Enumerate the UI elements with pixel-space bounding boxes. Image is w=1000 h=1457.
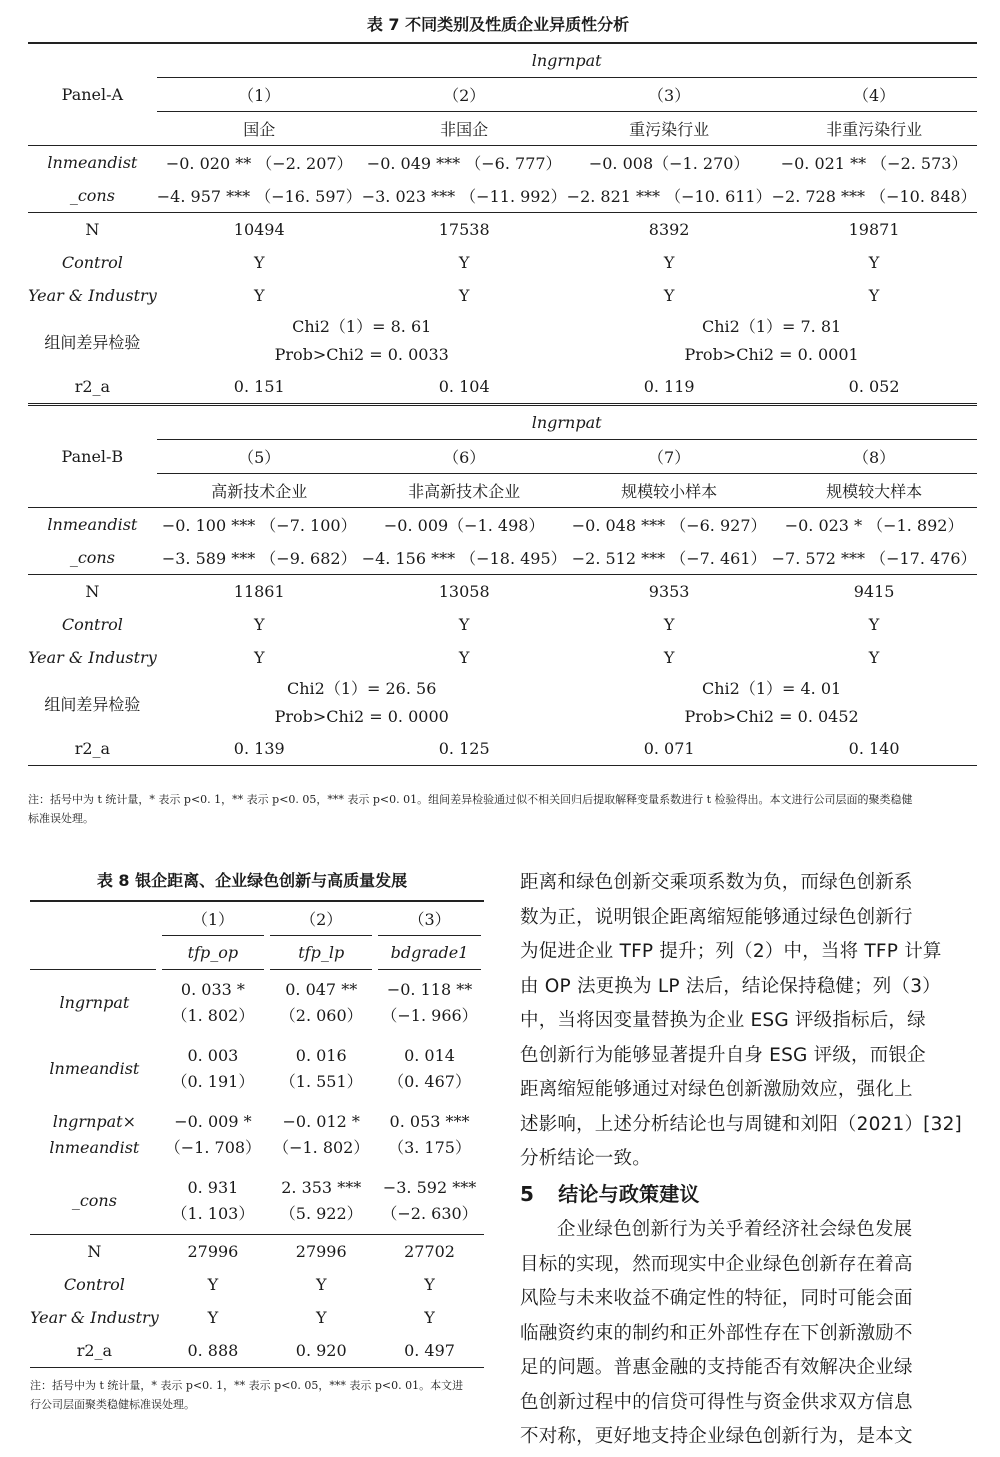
column-name: bdgrade1 <box>375 936 483 970</box>
column-name: 非高新技术企业 <box>408 482 521 501</box>
n-row <box>28 575 977 609</box>
t-stat: （2. 060） <box>279 1006 363 1025</box>
column-number: （3） <box>567 78 772 112</box>
control-row <box>28 246 977 279</box>
r2-row <box>28 732 977 766</box>
coef-cell: −2. 728 *** （−10. 848） <box>771 187 977 206</box>
paragraph-results <box>520 866 968 1177</box>
value-cell: Y <box>663 648 675 667</box>
coef-cell: −2. 821 *** （−10. 611） <box>566 187 772 206</box>
prob-value: Prob>Chi2 = 0. 0452 <box>684 707 859 726</box>
row-label: 组间差异检验 <box>44 332 141 352</box>
row-label <box>30 1102 159 1168</box>
coef-row <box>30 1168 484 1235</box>
text-line: 分析结论一致。 <box>520 1148 651 1169</box>
panel-name: Panel-B <box>28 405 157 508</box>
coef-cell: −0. 023 * （−1. 892） <box>772 508 977 542</box>
value-cell: Y <box>868 286 880 305</box>
value-cell: Y <box>253 648 265 667</box>
value-cell: 0. 052 <box>848 377 900 396</box>
group-diff-row <box>28 312 977 370</box>
value-cell: 9353 <box>567 575 772 609</box>
text-line: 不对称，更好地支持企业绿色创新行为，是本文 <box>520 1426 913 1447</box>
yi-row <box>28 279 977 312</box>
column-number: （8） <box>772 440 977 474</box>
text-line: 足的问题。普惠金融的支持能否有效解决企业绿 <box>520 1357 913 1378</box>
text-line: 距离缩短能够通过对绿色创新激励效应，强化上 <box>520 1079 913 1100</box>
value-cell: 0. 071 <box>567 732 772 766</box>
row-label <box>30 1036 159 1102</box>
column-name: 规模较大样本 <box>826 482 923 501</box>
chi2-value: Chi2（1）= 7. 81 <box>701 317 842 336</box>
t-stat: （0. 191） <box>171 1072 255 1091</box>
t-stat: （−2. 630） <box>381 1204 478 1223</box>
value-cell: Y <box>868 615 880 634</box>
prob-value: Prob>Chi2 = 0. 0000 <box>274 707 449 726</box>
coef-cell: −0. 049 *** （−6. 777） <box>362 146 567 180</box>
prob-value: Prob>Chi2 = 0. 0033 <box>274 345 449 364</box>
coef-cell: −2. 512 *** （−7. 461） <box>571 549 767 568</box>
value-cell: Y <box>253 286 265 305</box>
value-cell: 27702 <box>375 1235 483 1269</box>
coefficient: 0. 033 * <box>180 980 245 999</box>
coefficient: −3. 592 *** <box>382 1178 477 1197</box>
control-row <box>30 1268 484 1301</box>
value-cell: 0. 497 <box>375 1334 483 1368</box>
value-cell: Y <box>424 1308 435 1327</box>
coef-cell <box>159 970 267 1037</box>
table8-note-line2: 行公司层面聚类稳健标准误处理。 <box>30 1398 195 1411</box>
coefficient: −0. 118 ** <box>386 980 473 999</box>
coefficient: 0. 047 ** <box>285 980 358 999</box>
section-heading <box>520 1177 968 1214</box>
column-name: 重污染行业 <box>629 120 710 139</box>
coef-cell <box>375 970 483 1037</box>
diff-test-right <box>567 312 977 370</box>
coef-cell: −0. 008（−1. 270） <box>567 146 772 180</box>
chi2-value: Chi2（1）= 26. 56 <box>286 679 437 698</box>
row-label: N <box>30 1235 159 1269</box>
coef-cell: −3. 589 *** （−9. 682） <box>161 549 357 568</box>
coef-cell: −0. 100 *** （−7. 100） <box>157 508 362 542</box>
t-stat: （−1. 802） <box>273 1138 370 1157</box>
dep-var-label: lngrnpat <box>157 43 977 78</box>
text-line: 企业绿色创新行为关乎着经济社会绿色发展 <box>557 1219 913 1240</box>
n-row <box>30 1235 484 1269</box>
coef-cell: −4. 957 *** （−16. 597） <box>156 187 362 206</box>
column-name: 非国企 <box>440 120 489 139</box>
value-cell: 27996 <box>159 1235 267 1269</box>
text-line: 距离和绿色创新交乘项系数为负，而绿色创新系 <box>520 872 913 893</box>
coef-row <box>30 1036 484 1102</box>
column-number: （5） <box>157 440 362 474</box>
coef-cell <box>267 1102 375 1168</box>
coef-row <box>28 146 977 180</box>
value-cell: 13058 <box>362 575 567 609</box>
t-stat: （0. 467） <box>388 1072 471 1091</box>
value-cell: 0. 104 <box>438 377 490 396</box>
diff-test-left <box>157 312 567 370</box>
yi-row <box>28 641 977 674</box>
table8-caption: 表 8 银企距离、企业绿色创新与高质量发展 <box>96 871 408 890</box>
column-number: （1） <box>157 78 362 112</box>
row-label-line: lngrnpat <box>59 993 130 1012</box>
t-stat: （1. 551） <box>279 1072 363 1091</box>
column-number: （3） <box>375 901 483 936</box>
value-cell: Y <box>458 648 470 667</box>
table8-note-line1: 注：括号中为 t 统计量，* 表示 p<0. 1，** 表示 p<0. 05，*** 表示 p<0. 01。本文进 <box>30 1379 464 1392</box>
row-label: 组间差异检验 <box>44 694 141 714</box>
corner-cell <box>30 936 159 970</box>
coef-cell <box>159 1102 267 1168</box>
diff-test-left <box>157 674 567 732</box>
group-diff-row <box>28 674 977 732</box>
column-number: （6） <box>362 440 567 474</box>
t-stat: （5. 922） <box>279 1204 363 1223</box>
value-cell: 8392 <box>567 213 772 247</box>
value-cell: Y <box>253 615 265 634</box>
row-label: Control <box>61 253 123 272</box>
column-name: 高新技术企业 <box>211 482 308 501</box>
column-number: （2） <box>267 901 375 936</box>
dep-var-label: lngrnpat <box>157 405 977 440</box>
column-name: tfp_lp <box>267 936 375 970</box>
panel-header-row <box>28 43 977 78</box>
text-line: 色创新过程中的信贷可得性与资金供求双方信息 <box>520 1391 913 1413</box>
column-number-row <box>30 901 484 936</box>
coef-cell <box>159 1168 267 1235</box>
value-cell: Y <box>663 615 675 634</box>
prob-value: Prob>Chi2 = 0. 0001 <box>684 345 859 364</box>
text-line: 临融资约束的制约和正外部性存在下创新激励不 <box>520 1322 913 1344</box>
value-cell: Y <box>663 286 675 305</box>
row-label: _cons <box>69 186 115 205</box>
t-stat: （1. 103） <box>171 1204 255 1223</box>
row-label-line: lnmeandist <box>49 1059 140 1078</box>
section-number: 5 <box>520 1181 535 1206</box>
coef-cell: −0. 048 *** （−6. 927） <box>567 508 772 542</box>
row-label: Year & Industry <box>30 1308 159 1327</box>
chi2-value: Chi2（1）= 8. 61 <box>292 317 432 336</box>
panel-header-row <box>28 405 977 440</box>
t-stat: （−1. 708） <box>164 1138 262 1157</box>
coef-cell: −3. 023 *** （−11. 992） <box>361 187 567 206</box>
coefficient: 0. 014 <box>404 1046 455 1065</box>
value-cell: Y <box>315 1308 327 1327</box>
column-number: （4） <box>772 78 977 112</box>
row-label: r2_a <box>30 1334 159 1368</box>
coef-cell <box>159 1036 267 1102</box>
section-title: 结论与政策建议 <box>558 1181 700 1206</box>
value-cell: Y <box>868 253 880 272</box>
coefficient: −0. 012 * <box>282 1112 360 1131</box>
row-label: lnmeandist <box>28 508 157 542</box>
text-line: 数为正，说明银企距离缩短能够通过绿色创新行 <box>520 906 913 928</box>
row-label: N <box>28 213 157 247</box>
row-label: N <box>28 575 157 609</box>
column-number-row <box>28 78 977 112</box>
value-cell: 0. 139 <box>157 732 362 766</box>
r2-row <box>30 1334 484 1368</box>
coef-cell: −0. 020 ** （−2. 207） <box>157 146 362 180</box>
value-cell: 0. 119 <box>643 377 695 396</box>
table7-caption: 表 7 不同类别及性质企业异质性分析 <box>366 15 630 34</box>
table7-note-line1: 注：括号中为 t 统计量，* 表示 p<0. 1，** 表示 p<0. 05，*** 表示 p<0. 01。组间差异检验通过似不相关回归后提取解释变量系数进行 t 检验得出。本文进行公司层面的聚类稳健 <box>28 793 913 806</box>
row-label: r2_a <box>74 377 111 396</box>
column-name-row <box>30 936 484 970</box>
coef-cell <box>375 1168 483 1235</box>
value-cell: Y <box>424 1275 435 1294</box>
coefficient: −0. 009 * <box>174 1112 252 1131</box>
value-cell: Y <box>458 286 470 305</box>
text-line: 风险与未来收益不确定性的特征，同时可能会面 <box>520 1288 913 1309</box>
row-label: Control <box>63 1275 125 1294</box>
value-cell: 19871 <box>772 213 977 247</box>
row-label-line: lngrnpat× <box>52 1112 136 1131</box>
yi-row <box>30 1301 484 1334</box>
value-cell: 0. 888 <box>159 1334 267 1368</box>
coef-cell <box>375 1102 483 1168</box>
row-label: Year & Industry <box>28 648 157 667</box>
t-stat: （3. 175） <box>388 1138 471 1157</box>
coef-row <box>28 508 977 542</box>
value-cell: 0. 151 <box>233 377 285 396</box>
row-label <box>30 970 159 1037</box>
coefficient: 0. 016 <box>295 1046 347 1065</box>
column-number: （1） <box>159 901 267 936</box>
row-label: Control <box>61 615 123 634</box>
column-name-row <box>28 474 977 508</box>
n-row <box>28 213 977 247</box>
column-name: 规模较小样本 <box>621 482 718 501</box>
chi2-value: Chi2（1）= 4. 01 <box>701 679 842 698</box>
coefficient: 0. 003 <box>187 1046 239 1065</box>
value-cell: 10494 <box>157 213 362 247</box>
text-line: 由 OP 法更换为 LP 法后，结论保持稳健；列（3） <box>520 975 941 997</box>
coef-cell <box>267 1168 375 1235</box>
value-cell: 17538 <box>362 213 567 247</box>
panel-name: Panel-A <box>28 43 157 146</box>
coef-cell <box>267 970 375 1037</box>
body-text-column <box>520 866 968 1455</box>
table8-note <box>30 1376 480 1414</box>
coef-cell: −0. 009（−1. 498） <box>362 508 567 542</box>
column-name: 国企 <box>243 120 276 139</box>
value-cell: 27996 <box>267 1235 375 1269</box>
value-cell: 0. 125 <box>362 732 567 766</box>
coef-cell: −0. 021 ** （−2. 573） <box>772 146 977 180</box>
table8 <box>30 900 487 1368</box>
row-label <box>30 1168 159 1235</box>
value-cell: 9415 <box>772 575 977 609</box>
value-cell: Y <box>458 253 470 272</box>
column-number: （2） <box>362 78 567 112</box>
value-cell: Y <box>207 1275 219 1294</box>
row-label: r2_a <box>28 732 157 766</box>
r2-row <box>28 370 977 405</box>
text-line: 中，当将因变量替换为企业 ESG 评级指标后，绿 <box>520 1010 926 1031</box>
coefficient: 0. 931 <box>187 1178 239 1197</box>
coef-cell <box>267 1036 375 1102</box>
text-line: 目标的实现，然而现实中企业绿色创新存在着高 <box>520 1253 913 1275</box>
value-cell: 0. 920 <box>267 1334 375 1368</box>
row-label: Year & Industry <box>28 286 157 305</box>
value-cell: Y <box>458 615 470 634</box>
coef-cell: −4. 156 *** （−18. 495） <box>361 549 567 568</box>
coefficient: 0. 053 *** <box>389 1112 470 1131</box>
column-name-row <box>28 112 977 146</box>
coef-row <box>30 1102 484 1168</box>
value-cell: Y <box>663 253 675 272</box>
corner-cell <box>30 901 159 936</box>
row-label: _cons <box>69 548 115 567</box>
t-stat: （−1. 966） <box>381 1006 478 1025</box>
column-name: 非重污染行业 <box>826 120 923 139</box>
text-line: 色创新行为能够显著提升自身 ESG 评级，而银企 <box>520 1044 926 1066</box>
value-cell: 0. 140 <box>772 732 977 766</box>
row-label-line: _cons <box>71 1191 117 1210</box>
table7-note <box>28 790 976 828</box>
value-cell: Y <box>868 648 880 667</box>
table7-note-line2: 标准误处理。 <box>28 812 94 825</box>
value-cell: Y <box>207 1308 219 1327</box>
t-stat: （1. 802） <box>171 1006 255 1025</box>
coef-row <box>28 541 977 575</box>
diff-test-right <box>567 674 977 732</box>
column-number-row <box>28 440 977 474</box>
coef-cell <box>375 1036 483 1102</box>
control-row <box>28 608 977 641</box>
coefficient: 2. 353 *** <box>281 1178 362 1197</box>
table7 <box>28 42 977 766</box>
coef-row <box>28 179 977 213</box>
row-label: lnmeandist <box>28 146 157 180</box>
column-number: （7） <box>567 440 772 474</box>
paragraph-conclusion <box>520 1213 968 1455</box>
text-line: 述影响，上述分析结论也与周键和刘阳（2021）[32] <box>520 1113 962 1135</box>
coef-cell: −7. 572 *** （−17. 476） <box>771 549 977 568</box>
value-cell: 11861 <box>157 575 362 609</box>
text-line: 为促进企业 TFP 提升；列（2）中，当将 TFP 计算 <box>520 941 942 962</box>
coef-row <box>30 970 484 1037</box>
column-name: tfp_op <box>159 936 267 970</box>
row-label-line: lnmeandist <box>49 1138 140 1157</box>
value-cell: Y <box>315 1275 327 1294</box>
value-cell: Y <box>253 253 265 272</box>
